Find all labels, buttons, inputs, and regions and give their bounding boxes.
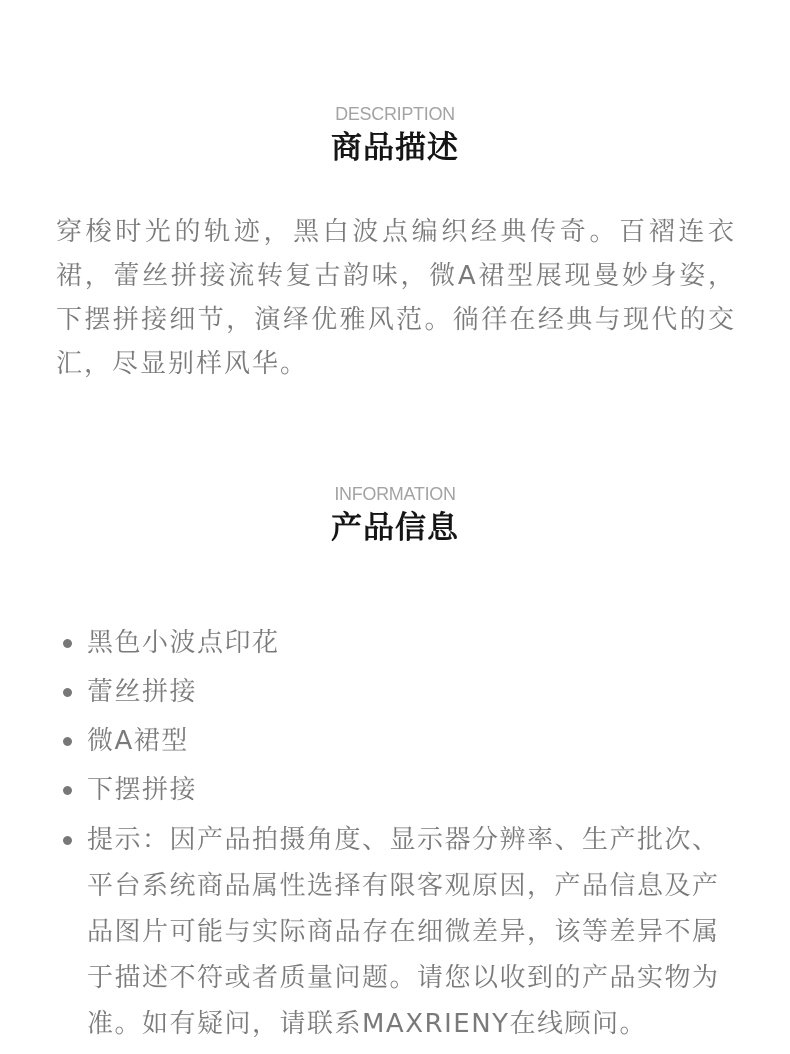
description-title: 商品描述: [331, 130, 459, 166]
disclaimer-item: [58, 817, 734, 1047]
list-item: [58, 671, 734, 713]
list-item-text: 黑色小波点印花: [87, 628, 280, 658]
bullet-icon: [63, 786, 72, 795]
product-info-list: [58, 622, 734, 1054]
description-header: [0, 104, 790, 168]
bullet-icon: [63, 639, 72, 648]
disclaimer-text: 提示：因产品拍摄角度、显示器分辨率、生产批次、平台系统商品属性选择有限客观原因，产品信息及产品图片可能与实际商品存在细微差异，该等差异不属于描述不符或者质量问题。请您以收到的产品实物为准。如有疑问，请联系MAXRIENY在线顾问。: [87, 825, 720, 1039]
list-item-text: 微A裙型: [87, 726, 189, 756]
bullet-icon: [63, 688, 72, 697]
list-item-text: 蕾丝拼接: [87, 677, 198, 707]
bullet-icon: [63, 836, 72, 845]
description-body: 穿梭时光的轨迹，黑白波点编织经典传奇。百褶连衣裙，蕾丝拼接流转复古韵味，微A裙型展现曼妙身姿，下摆拼接细节，演绎优雅风范。徜徉在经典与现代的交汇，尽显别样风华。: [56, 217, 736, 379]
bullet-icon: [63, 737, 72, 746]
information-title: 产品信息: [331, 510, 459, 546]
description-eyebrow: DESCRIPTION: [335, 104, 455, 124]
information-header: [0, 484, 790, 548]
list-item: [58, 769, 734, 811]
list-item: [58, 622, 734, 664]
list-item: [58, 720, 734, 762]
list-item-text: 下摆拼接: [87, 775, 198, 805]
information-eyebrow: INFORMATION: [334, 484, 456, 504]
